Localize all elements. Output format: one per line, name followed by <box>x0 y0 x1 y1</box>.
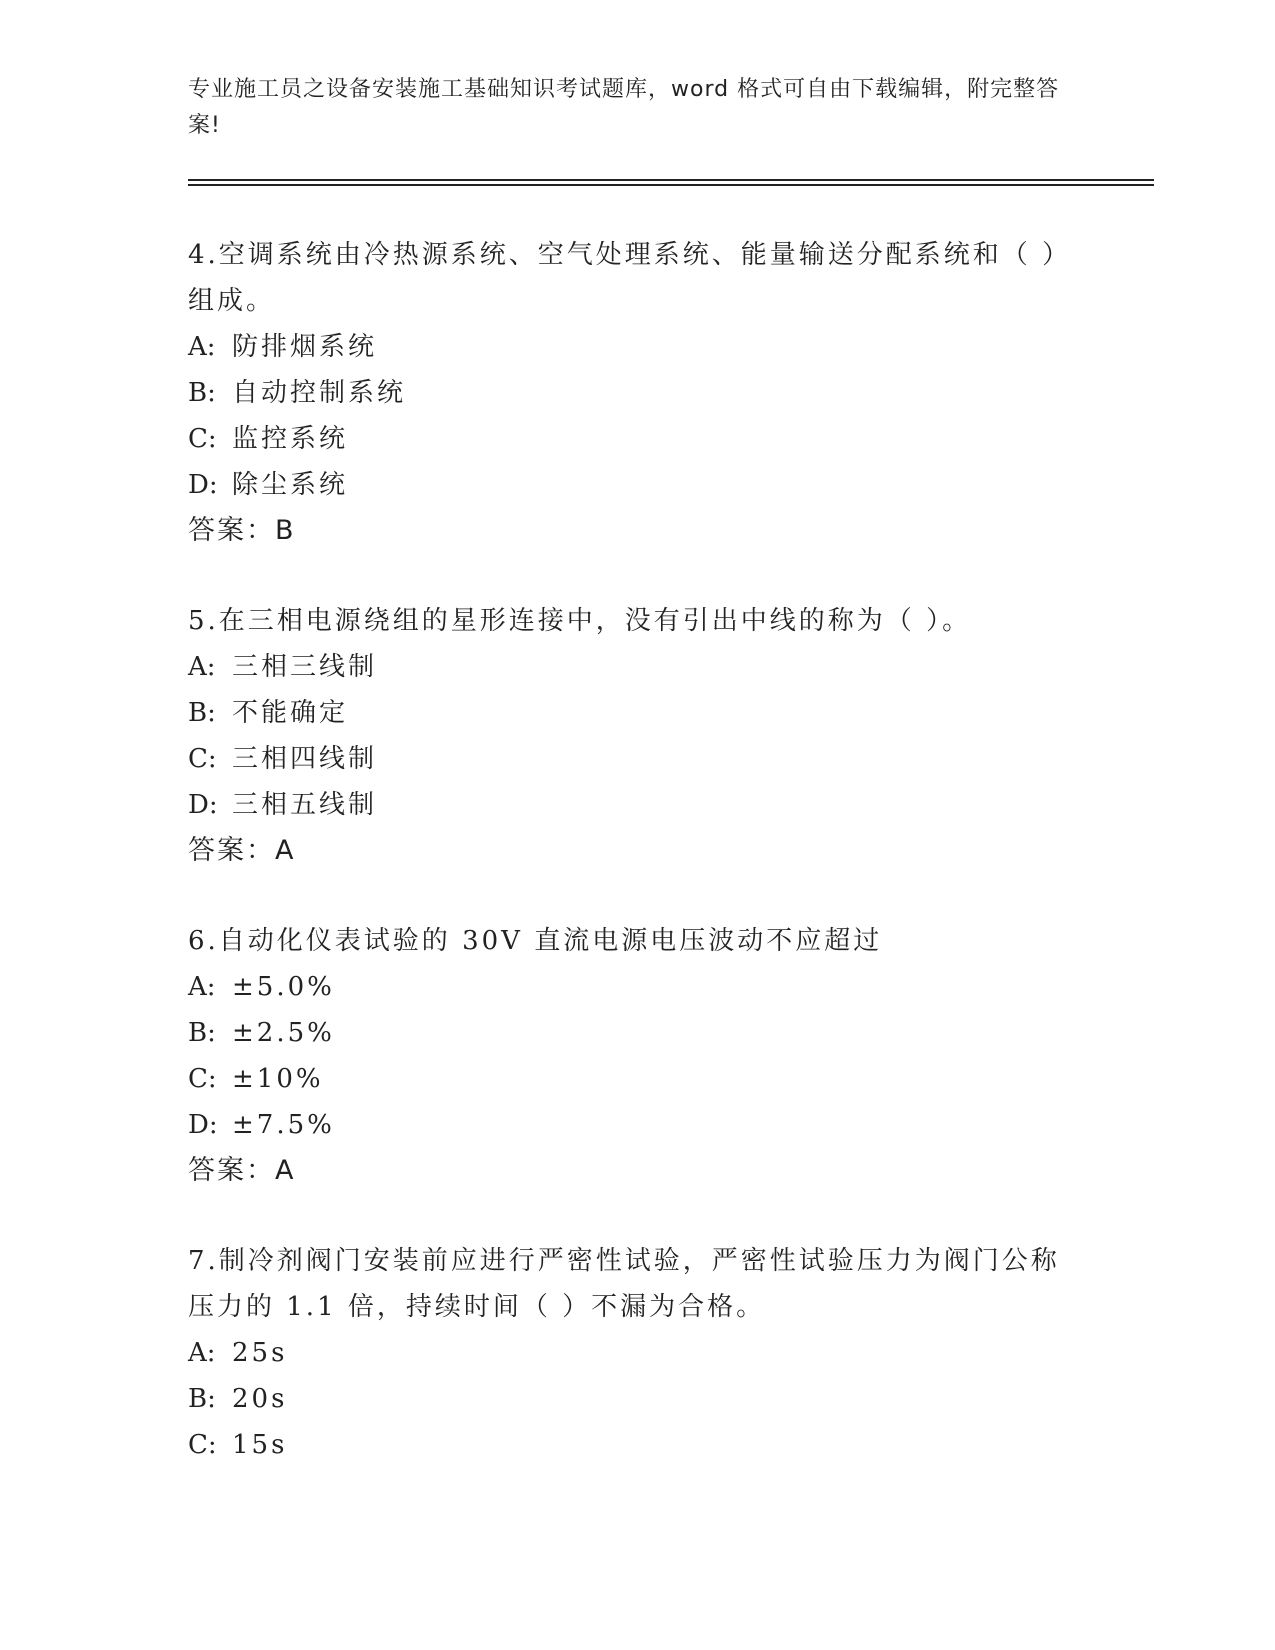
option-text: ±10% <box>232 1064 324 1094</box>
option-a <box>188 964 1088 1010</box>
option-text: ±7.5% <box>232 1110 335 1140</box>
option-key: B: <box>188 1018 216 1048</box>
question-7 <box>188 1238 1088 1468</box>
option-text: ±5.0% <box>232 972 335 1002</box>
question-stem: 7.制冷剂阀门安装前应进行严密性试验，严密性试验压力为阀门公称压力的 1.1 倍，持续时间（ ）不漏为合格。 <box>188 1246 1060 1322</box>
question-stem: 6.自动化仪表试验的 30V 直流电源电压波动不应超过 <box>188 926 883 956</box>
option-text: 25s <box>232 1338 288 1368</box>
question-stem: 5.在三相电源绕组的星形连接中，没有引出中线的称为（ ）。 <box>188 606 972 636</box>
option-b <box>188 1010 1088 1056</box>
option-c <box>188 416 1088 462</box>
option-b <box>188 690 1088 736</box>
option-key: C: <box>188 424 217 454</box>
option-key: A: <box>188 972 216 1002</box>
question-stem: 4.空调系统由冷热源系统、空气处理系统、能量输送分配系统和（ ）组成。 <box>188 240 1072 316</box>
question-list <box>188 232 1088 1512</box>
option-key: B: <box>188 698 216 728</box>
option-b <box>188 1376 1088 1422</box>
document-header: 专业施工员之设备安装施工基础知识考试题库，word 格式可自由下载编辑，附完整答案! <box>188 77 1060 138</box>
question-6 <box>188 918 1088 1194</box>
option-key: B: <box>188 1384 216 1414</box>
option-key: C: <box>188 1430 217 1460</box>
option-key: C: <box>188 1064 217 1094</box>
question-4 <box>188 232 1088 554</box>
option-key: D: <box>188 1110 218 1140</box>
option-a <box>188 644 1088 690</box>
option-d <box>188 782 1088 828</box>
option-key: A: <box>188 332 216 362</box>
option-text: 三相四线制 <box>232 744 378 774</box>
option-a <box>188 1330 1088 1376</box>
option-text: 自动控制系统 <box>232 378 407 408</box>
option-text: 20s <box>232 1384 288 1414</box>
answer: 答案：A <box>188 1155 296 1186</box>
option-text: 监控系统 <box>232 424 349 454</box>
question-5 <box>188 598 1088 874</box>
option-key: A: <box>188 652 216 682</box>
option-text: 三相五线制 <box>232 790 378 820</box>
option-key: B: <box>188 378 216 408</box>
option-key: A: <box>188 1338 216 1368</box>
option-c <box>188 736 1088 782</box>
option-text: 防排烟系统 <box>232 332 378 362</box>
option-text: 除尘系统 <box>232 470 349 500</box>
option-a <box>188 324 1088 370</box>
header-rule-bottom <box>188 184 1154 186</box>
answer: 答案：B <box>188 515 296 546</box>
option-text: 三相三线制 <box>232 652 378 682</box>
option-b <box>188 370 1088 416</box>
option-key: D: <box>188 790 218 820</box>
header-rule-top <box>188 179 1154 181</box>
option-c <box>188 1056 1088 1102</box>
option-key: C: <box>188 744 217 774</box>
option-d <box>188 1102 1088 1148</box>
option-c <box>188 1422 1088 1468</box>
option-text: 不能确定 <box>232 698 349 728</box>
option-key: D: <box>188 470 218 500</box>
option-text: 15s <box>232 1430 288 1460</box>
option-d <box>188 462 1088 508</box>
option-text: ±2.5% <box>232 1018 335 1048</box>
answer: 答案：A <box>188 835 296 866</box>
